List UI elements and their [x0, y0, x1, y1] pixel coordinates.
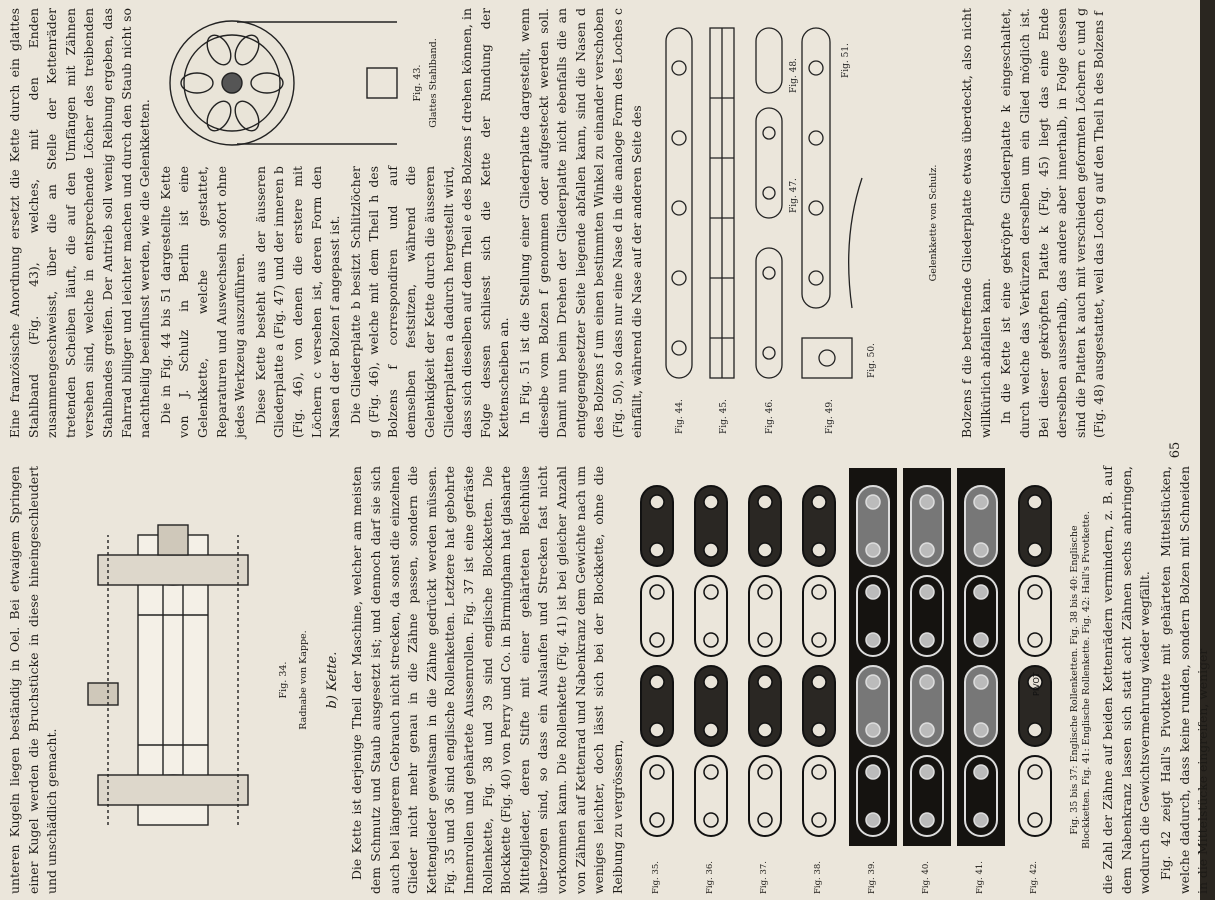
chain-figure-row	[903, 466, 951, 894]
fig48-label: Fig. 48.	[789, 58, 800, 93]
chain-figure-label: Fig. 41.	[975, 861, 986, 894]
chain-illustration	[633, 468, 681, 846]
chain-caption-1: Fig. 35 bis 37: Englische Rollenketten. Fig. 38 bis 40: Englische	[1069, 525, 1081, 835]
chain-figure-row	[795, 466, 843, 894]
left-para-2: die Zahl der Zähne auf beiden Kettenrädern vermindern, z. B. auf dem Nabenkranz lassen sich statt acht Zähnen sechs anbringen, wodurch die Gewichtsvermehrung wieder wegfällt.	[1100, 466, 1153, 894]
chain-figure-row	[957, 466, 1005, 894]
right-column	[6, 8, 1111, 438]
chain-figure-label: Fig. 42.	[1029, 861, 1040, 894]
schulz-caption: Gelenkkette von Schulz.	[927, 164, 939, 282]
schulz-chain-illustration	[652, 8, 922, 438]
chain-figure-label: Fig. 38.	[813, 861, 824, 894]
left-column	[6, 466, 1215, 894]
chain-figure-row	[687, 466, 735, 894]
fig45-label: Fig. 45.	[719, 399, 730, 434]
fig43-steel-band	[157, 8, 440, 158]
right-para-gekroepft: In die Kette ist eine gekröpfte Gliederplatte k eingeschaltet, durch welche das Verkürzen derselben um ein Glied möglich ist. Bei dieser gekröpften Platte k (Fig. 45) liegt das eine Ende derselben ausserhalb, das andere aber innerhalb, in Folge dessen sind die Platten k auch mit verschieden geformten Löchern c und g (Fig. 48) ausgestattet, weil das Loch g auf den Theil h des Bolzens f	[998, 8, 1107, 438]
chain-figure-label: Fig. 36.	[705, 861, 716, 894]
chain-illustration	[849, 468, 897, 846]
steel-band-illustration	[157, 8, 407, 158]
left-para-3: Fig. 42 zeigt Hall's Pivotkette mit gehärteten Mittelstücken, welche dadurch, dass keine runden, sondern Bolzen mit Schneiden in die Mittelstücke eingreifen, weniger	[1158, 466, 1211, 894]
right-top-text: Eine französische Anordnung ersetzt die Kette durch ein glattes Stahlband (Fig. 43), welches, mit den Enden zusammengeschweisst, über die an Stelle der Kettenräder tretenden Scheiben läuft, die auf den Umfängen mit Zähnen versehen sind, welche in entsprechende Löcher des treibenden Stahlbandes greifen. Der Antrieb soll wenig Reibung ergeben, das Fahrrad billiger und leichter machen und durch den Staub nicht so nachtheilig beeinflusst werden, wie die Gelenkketten.	[7, 8, 153, 438]
right-para-gliederplatte: Die Gliederplatte b besitzt Schlitzlöcher g (Fig. 46), welche mit dem Theil h des Bolzens f correspondiren und auf demselben festsitzen, während die Gelenkigkeit der Kette durch die äusseren Gliederplatten a dadurch hergestellt wird, dass sich dieselben auf dem Theil e des Bolzens f drehen können, in Folge dessen schliesst sich die Kette der Rundung der Kettenscheiben an.	[347, 8, 512, 438]
left-top-text: unteren Kugeln liegen beständig in Oel. Bei etwaigem Springen einer Kugel werden die Bruchstücke in diese hineingeschleudert und unschädlich gemacht.	[7, 466, 60, 894]
fig44-label: Fig. 44.	[675, 399, 686, 434]
chain-illustration	[687, 468, 735, 846]
chain-figure-label: Fig. 37.	[759, 861, 770, 894]
chain-figures	[633, 466, 1065, 894]
hub-illustration	[68, 515, 278, 845]
chain-illustration	[1011, 468, 1059, 846]
fig43-label: Fig. 43.	[412, 64, 424, 102]
fig49-label: Fig. 49.	[825, 399, 836, 434]
fig50-label: Fig. 50.	[867, 343, 878, 378]
fig34-hub-drawing	[68, 466, 318, 894]
chain-illustration	[903, 468, 951, 846]
right-para-bestehen: Diese Kette besteht aus der äusseren Gliederplatte a (Fig. 47) und der inneren b (Fig. 46), von denen die erstere mit Löchern c versehen ist, deren Form den Nasen d der Bolzen f angepasst ist.	[252, 166, 343, 438]
right-para-fig44: Die in Fig. 44 bis 51 dargestellte Kette von J. Schulz in Berlin ist eine Gelenkkette, welche gestattet, Reparaturen und Auswechseln sofort ohne jedes Werkzeug auszuführen.	[157, 166, 248, 438]
page-number: 65	[1168, 441, 1183, 459]
chain-figure-label: Fig. 40.	[921, 861, 932, 894]
chain-figure-label: Fig. 39.	[867, 861, 878, 894]
chain-illustration	[741, 468, 789, 846]
fig46-label: Fig. 46.	[765, 399, 776, 434]
chain-figure-row	[741, 466, 789, 894]
chain-figure-label: Fig. 35.	[651, 861, 662, 894]
section-heading-kette: b) Kette.	[324, 651, 340, 709]
chain-figure-row	[849, 466, 897, 894]
fig43-caption: Glattes Stahlband.	[428, 38, 440, 128]
chain-figure-row	[1011, 466, 1059, 894]
fig34-caption: Radnabe von Kappe.	[297, 630, 309, 730]
pivot-label: PIVOT	[1032, 672, 1042, 696]
left-para-1: Die Kette ist derjenige Theil der Maschine, welcher am meisten dem Schmutz und Staub ausgesetzt ist; und dennoch darf sie sich auch bei längerem Gebrauch nicht strecken, da sonst die einzelnen Glieder nicht mehr genau in die Zähne passen, sondern die Kettenglieder gewaltsam in die Zähne gedrückt werden müssen. Fig. 35 und 36 sind englische Rollenketten. Letztere hat gebohrte Innenrollen und gehärtete Aussenrollen. Fig. 37 ist eine gefräste Rollenkette, Fig. 38 und 39 sind englische Blockketten. Die Blockkette (Fig. 40) von Perry und Co. in Birmingham hat glasharte Mittelglieder, deren Stifte mit einer gehärteten Blechhülse überzogen sind, so dass ein Auslaufen und Strecken fast nicht vorkommen kann. Die Rollenkette (Fig. 41) ist bei gleicher Anzahl von Zähnen auf Kettenrad und Nabenkranz dem Gewichte nach um weniges leichter, doch lässt sich bei der Blockkette, ohne die Reibung zu vergrössern,	[349, 466, 625, 894]
chain-illustration	[957, 468, 1005, 846]
chain-illustration	[795, 468, 843, 846]
fig47-label: Fig. 47.	[789, 178, 800, 213]
fig51-label: Fig. 51.	[841, 43, 852, 78]
fig34-label: Fig. 34.	[277, 661, 289, 699]
fig44-51-schulz-chain	[652, 8, 952, 438]
right-para-bolzen: Bolzens f die betreffende Gliederplatte etwas überdeckt, also nicht willkürlich abfallen kann.	[959, 8, 993, 438]
chain-figure-row	[633, 466, 681, 894]
right-para-fig51: In Fig. 51 ist die Stellung einer Gliederplatte dargestellt, wenn dieselbe vom Bolzen f genommen oder aufgesteckt werden soll. Damit nun beim Drehen der Gliederplatte nicht ebenfalls die an entgegengesetzter Seite liegende abfallen kann, sind die Nasen d des Bolzens f um einen bestimmten Winkel zu einander verschoben (Fig. 50), so dass nur eine Nase d in die analoge Form des Loches c einfällt, während die Nase auf der anderen Seite des	[517, 8, 644, 438]
chain-caption-2: Blockketten. Fig. 41: Englische Rollenkette. Fig. 42: Hall's Pivotkette.	[1081, 511, 1093, 849]
